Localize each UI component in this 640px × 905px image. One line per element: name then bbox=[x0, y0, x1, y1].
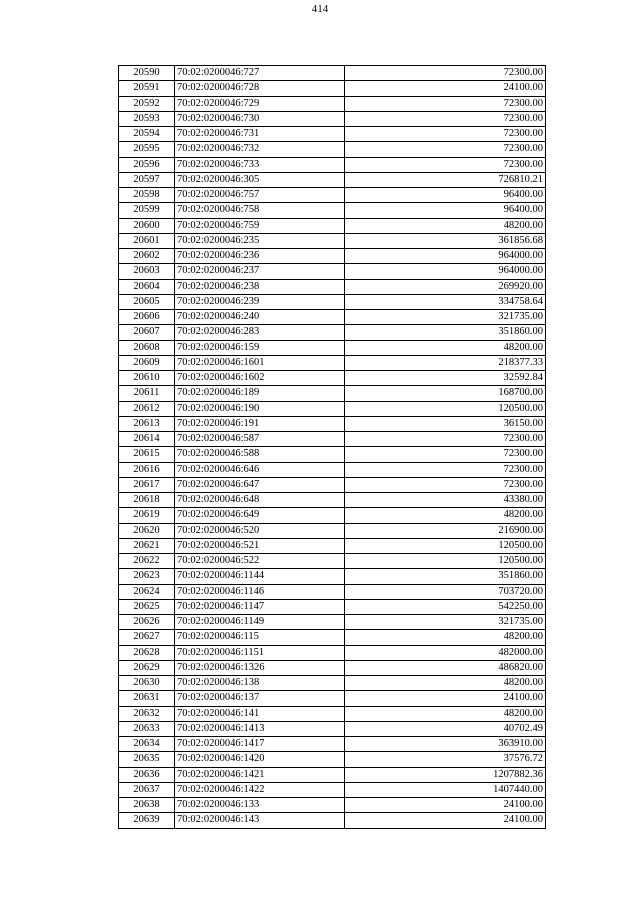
value-cell: 72300.00 bbox=[345, 447, 546, 462]
row-number-cell: 20624 bbox=[119, 584, 175, 599]
value-cell: 726810.21 bbox=[345, 172, 546, 187]
value-cell: 269920.00 bbox=[345, 279, 546, 294]
value-cell: 1207882.36 bbox=[345, 767, 546, 782]
table-row bbox=[119, 279, 546, 294]
table-row bbox=[119, 676, 546, 691]
cadastral-number-cell: 70:02:0200046:137 bbox=[175, 691, 345, 706]
cadastral-number-cell: 70:02:0200046:240 bbox=[175, 310, 345, 325]
value-cell: 24100.00 bbox=[345, 798, 546, 813]
table-row bbox=[119, 767, 546, 782]
table-row bbox=[119, 355, 546, 370]
table-row bbox=[119, 66, 546, 81]
table-row bbox=[119, 325, 546, 340]
table-row bbox=[119, 462, 546, 477]
table-row bbox=[119, 111, 546, 126]
value-cell: 542250.00 bbox=[345, 599, 546, 614]
row-number-cell: 20598 bbox=[119, 188, 175, 203]
value-cell: 168700.00 bbox=[345, 386, 546, 401]
table-row bbox=[119, 782, 546, 797]
cadastral-number-cell: 70:02:0200046:133 bbox=[175, 798, 345, 813]
value-cell: 321735.00 bbox=[345, 615, 546, 630]
table-row bbox=[119, 371, 546, 386]
value-cell: 703720.00 bbox=[345, 584, 546, 599]
table-row bbox=[119, 218, 546, 233]
row-number-cell: 20633 bbox=[119, 721, 175, 736]
table-row bbox=[119, 538, 546, 553]
row-number-cell: 20619 bbox=[119, 508, 175, 523]
cadastral-number-cell: 70:02:0200046:649 bbox=[175, 508, 345, 523]
table-row bbox=[119, 813, 546, 828]
cadastral-number-cell: 70:02:0200046:727 bbox=[175, 66, 345, 81]
value-cell: 482000.00 bbox=[345, 645, 546, 660]
row-number-cell: 20592 bbox=[119, 96, 175, 111]
cadastral-number-cell: 70:02:0200046:143 bbox=[175, 813, 345, 828]
table-row bbox=[119, 96, 546, 111]
value-cell: 361856.68 bbox=[345, 233, 546, 248]
value-cell: 72300.00 bbox=[345, 462, 546, 477]
cadastral-number-cell: 70:02:0200046:190 bbox=[175, 401, 345, 416]
value-cell: 72300.00 bbox=[345, 142, 546, 157]
table-row bbox=[119, 691, 546, 706]
table-row bbox=[119, 569, 546, 584]
cadastral-number-cell: 70:02:0200046:730 bbox=[175, 111, 345, 126]
value-cell: 43380.00 bbox=[345, 493, 546, 508]
value-cell: 48200.00 bbox=[345, 508, 546, 523]
row-number-cell: 20611 bbox=[119, 386, 175, 401]
row-number-cell: 20626 bbox=[119, 615, 175, 630]
table-row bbox=[119, 477, 546, 492]
row-number-cell: 20609 bbox=[119, 355, 175, 370]
value-cell: 48200.00 bbox=[345, 630, 546, 645]
cadastral-number-cell: 70:02:0200046:1421 bbox=[175, 767, 345, 782]
cadastral-number-cell: 70:02:0200046:1422 bbox=[175, 782, 345, 797]
row-number-cell: 20637 bbox=[119, 782, 175, 797]
cadastral-number-cell: 70:02:0200046:239 bbox=[175, 294, 345, 309]
row-number-cell: 20614 bbox=[119, 432, 175, 447]
cadastral-number-cell: 70:02:0200046:1326 bbox=[175, 660, 345, 675]
cadastral-number-cell: 70:02:0200046:1417 bbox=[175, 737, 345, 752]
table-row bbox=[119, 706, 546, 721]
table-row bbox=[119, 447, 546, 462]
row-number-cell: 20620 bbox=[119, 523, 175, 538]
value-cell: 48200.00 bbox=[345, 340, 546, 355]
row-number-cell: 20634 bbox=[119, 737, 175, 752]
value-cell: 36150.00 bbox=[345, 416, 546, 431]
cadastral-number-cell: 70:02:0200046:189 bbox=[175, 386, 345, 401]
table-row bbox=[119, 203, 546, 218]
cadastral-number-cell: 70:02:0200046:115 bbox=[175, 630, 345, 645]
row-number-cell: 20594 bbox=[119, 127, 175, 142]
page-number: 414 bbox=[311, 3, 329, 15]
cadastral-number-cell: 70:02:0200046:759 bbox=[175, 218, 345, 233]
row-number-cell: 20613 bbox=[119, 416, 175, 431]
row-number-cell: 20638 bbox=[119, 798, 175, 813]
table-row bbox=[119, 554, 546, 569]
table-row bbox=[119, 310, 546, 325]
table-row bbox=[119, 630, 546, 645]
cadastral-number-cell: 70:02:0200046:235 bbox=[175, 233, 345, 248]
table-row bbox=[119, 798, 546, 813]
value-cell: 334758.64 bbox=[345, 294, 546, 309]
row-number-cell: 20606 bbox=[119, 310, 175, 325]
value-cell: 32592.84 bbox=[345, 371, 546, 386]
cadastral-number-cell: 70:02:0200046:305 bbox=[175, 172, 345, 187]
row-number-cell: 20605 bbox=[119, 294, 175, 309]
row-number-cell: 20632 bbox=[119, 706, 175, 721]
row-number-cell: 20607 bbox=[119, 325, 175, 340]
value-cell: 96400.00 bbox=[345, 188, 546, 203]
row-number-cell: 20602 bbox=[119, 249, 175, 264]
cadastral-number-cell: 70:02:0200046:1151 bbox=[175, 645, 345, 660]
value-cell: 72300.00 bbox=[345, 111, 546, 126]
row-number-cell: 20630 bbox=[119, 676, 175, 691]
cadastral-number-cell: 70:02:0200046:728 bbox=[175, 81, 345, 96]
value-cell: 48200.00 bbox=[345, 676, 546, 691]
value-cell: 72300.00 bbox=[345, 157, 546, 172]
table-row bbox=[119, 660, 546, 675]
table-row bbox=[119, 416, 546, 431]
table-row bbox=[119, 737, 546, 752]
table-row bbox=[119, 432, 546, 447]
row-number-cell: 20635 bbox=[119, 752, 175, 767]
table-row bbox=[119, 172, 546, 187]
row-number-cell: 20590 bbox=[119, 66, 175, 81]
cadastral-number-cell: 70:02:0200046:648 bbox=[175, 493, 345, 508]
cadastral-number-cell: 70:02:0200046:588 bbox=[175, 447, 345, 462]
cadastral-number-cell: 70:02:0200046:138 bbox=[175, 676, 345, 691]
row-number-cell: 20601 bbox=[119, 233, 175, 248]
table-row bbox=[119, 493, 546, 508]
row-number-cell: 20621 bbox=[119, 538, 175, 553]
value-cell: 351860.00 bbox=[345, 569, 546, 584]
table-row bbox=[119, 523, 546, 538]
cadastral-number-cell: 70:02:0200046:732 bbox=[175, 142, 345, 157]
value-cell: 120500.00 bbox=[345, 538, 546, 553]
row-number-cell: 20627 bbox=[119, 630, 175, 645]
table-row bbox=[119, 401, 546, 416]
value-cell: 24100.00 bbox=[345, 813, 546, 828]
cadastral-number-cell: 70:02:0200046:647 bbox=[175, 477, 345, 492]
cadastral-number-cell: 70:02:0200046:520 bbox=[175, 523, 345, 538]
row-number-cell: 20618 bbox=[119, 493, 175, 508]
value-cell: 48200.00 bbox=[345, 218, 546, 233]
row-number-cell: 20608 bbox=[119, 340, 175, 355]
table-row bbox=[119, 645, 546, 660]
cadastral-value-table bbox=[118, 65, 546, 829]
cadastral-number-cell: 70:02:0200046:1602 bbox=[175, 371, 345, 386]
cadastral-number-cell: 70:02:0200046:729 bbox=[175, 96, 345, 111]
row-number-cell: 20616 bbox=[119, 462, 175, 477]
value-cell: 321735.00 bbox=[345, 310, 546, 325]
table-row bbox=[119, 340, 546, 355]
value-cell: 37576.72 bbox=[345, 752, 546, 767]
row-number-cell: 20599 bbox=[119, 203, 175, 218]
value-cell: 72300.00 bbox=[345, 66, 546, 81]
row-number-cell: 20600 bbox=[119, 218, 175, 233]
table-row bbox=[119, 584, 546, 599]
row-number-cell: 20615 bbox=[119, 447, 175, 462]
cadastral-number-cell: 70:02:0200046:646 bbox=[175, 462, 345, 477]
table-row bbox=[119, 157, 546, 172]
cadastral-number-cell: 70:02:0200046:1147 bbox=[175, 599, 345, 614]
table-row bbox=[119, 752, 546, 767]
cadastral-number-cell: 70:02:0200046:1149 bbox=[175, 615, 345, 630]
table-body bbox=[119, 66, 546, 829]
value-cell: 120500.00 bbox=[345, 554, 546, 569]
cadastral-number-cell: 70:02:0200046:1144 bbox=[175, 569, 345, 584]
cadastral-number-cell: 70:02:0200046:141 bbox=[175, 706, 345, 721]
cadastral-number-cell: 70:02:0200046:159 bbox=[175, 340, 345, 355]
cadastral-number-cell: 70:02:0200046:587 bbox=[175, 432, 345, 447]
table-row bbox=[119, 264, 546, 279]
cadastral-number-cell: 70:02:0200046:237 bbox=[175, 264, 345, 279]
cadastral-number-cell: 70:02:0200046:1413 bbox=[175, 721, 345, 736]
value-cell: 1407440.00 bbox=[345, 782, 546, 797]
cadastral-number-cell: 70:02:0200046:731 bbox=[175, 127, 345, 142]
table-row bbox=[119, 615, 546, 630]
row-number-cell: 20628 bbox=[119, 645, 175, 660]
row-number-cell: 20593 bbox=[119, 111, 175, 126]
table-row bbox=[119, 188, 546, 203]
row-number-cell: 20612 bbox=[119, 401, 175, 416]
value-cell: 24100.00 bbox=[345, 81, 546, 96]
value-cell: 120500.00 bbox=[345, 401, 546, 416]
row-number-cell: 20610 bbox=[119, 371, 175, 386]
value-cell: 96400.00 bbox=[345, 203, 546, 218]
cadastral-number-cell: 70:02:0200046:521 bbox=[175, 538, 345, 553]
cadastral-number-cell: 70:02:0200046:757 bbox=[175, 188, 345, 203]
row-number-cell: 20639 bbox=[119, 813, 175, 828]
table-row bbox=[119, 249, 546, 264]
row-number-cell: 20597 bbox=[119, 172, 175, 187]
table-row bbox=[119, 386, 546, 401]
row-number-cell: 20623 bbox=[119, 569, 175, 584]
table-row bbox=[119, 721, 546, 736]
table-row bbox=[119, 508, 546, 523]
cadastral-number-cell: 70:02:0200046:283 bbox=[175, 325, 345, 340]
row-number-cell: 20631 bbox=[119, 691, 175, 706]
cadastral-number-cell: 70:02:0200046:236 bbox=[175, 249, 345, 264]
cadastral-number-cell: 70:02:0200046:191 bbox=[175, 416, 345, 431]
value-cell: 351860.00 bbox=[345, 325, 546, 340]
value-cell: 964000.00 bbox=[345, 264, 546, 279]
value-cell: 72300.00 bbox=[345, 477, 546, 492]
table-row bbox=[119, 599, 546, 614]
value-cell: 72300.00 bbox=[345, 96, 546, 111]
table-row bbox=[119, 294, 546, 309]
value-cell: 363910.00 bbox=[345, 737, 546, 752]
value-cell: 216900.00 bbox=[345, 523, 546, 538]
row-number-cell: 20636 bbox=[119, 767, 175, 782]
row-number-cell: 20603 bbox=[119, 264, 175, 279]
value-cell: 48200.00 bbox=[345, 706, 546, 721]
table-row bbox=[119, 81, 546, 96]
row-number-cell: 20629 bbox=[119, 660, 175, 675]
value-cell: 218377.33 bbox=[345, 355, 546, 370]
row-number-cell: 20595 bbox=[119, 142, 175, 157]
table-row bbox=[119, 233, 546, 248]
cadastral-number-cell: 70:02:0200046:1420 bbox=[175, 752, 345, 767]
cadastral-number-cell: 70:02:0200046:758 bbox=[175, 203, 345, 218]
row-number-cell: 20591 bbox=[119, 81, 175, 96]
row-number-cell: 20604 bbox=[119, 279, 175, 294]
row-number-cell: 20596 bbox=[119, 157, 175, 172]
value-cell: 40702.49 bbox=[345, 721, 546, 736]
row-number-cell: 20617 bbox=[119, 477, 175, 492]
value-cell: 72300.00 bbox=[345, 127, 546, 142]
cadastral-number-cell: 70:02:0200046:733 bbox=[175, 157, 345, 172]
table-row bbox=[119, 127, 546, 142]
cadastral-number-cell: 70:02:0200046:522 bbox=[175, 554, 345, 569]
table-row bbox=[119, 142, 546, 157]
value-cell: 72300.00 bbox=[345, 432, 546, 447]
cadastral-number-cell: 70:02:0200046:238 bbox=[175, 279, 345, 294]
value-cell: 24100.00 bbox=[345, 691, 546, 706]
row-number-cell: 20622 bbox=[119, 554, 175, 569]
cadastral-number-cell: 70:02:0200046:1146 bbox=[175, 584, 345, 599]
cadastral-number-cell: 70:02:0200046:1601 bbox=[175, 355, 345, 370]
value-cell: 486820.00 bbox=[345, 660, 546, 675]
row-number-cell: 20625 bbox=[119, 599, 175, 614]
value-cell: 964000.00 bbox=[345, 249, 546, 264]
